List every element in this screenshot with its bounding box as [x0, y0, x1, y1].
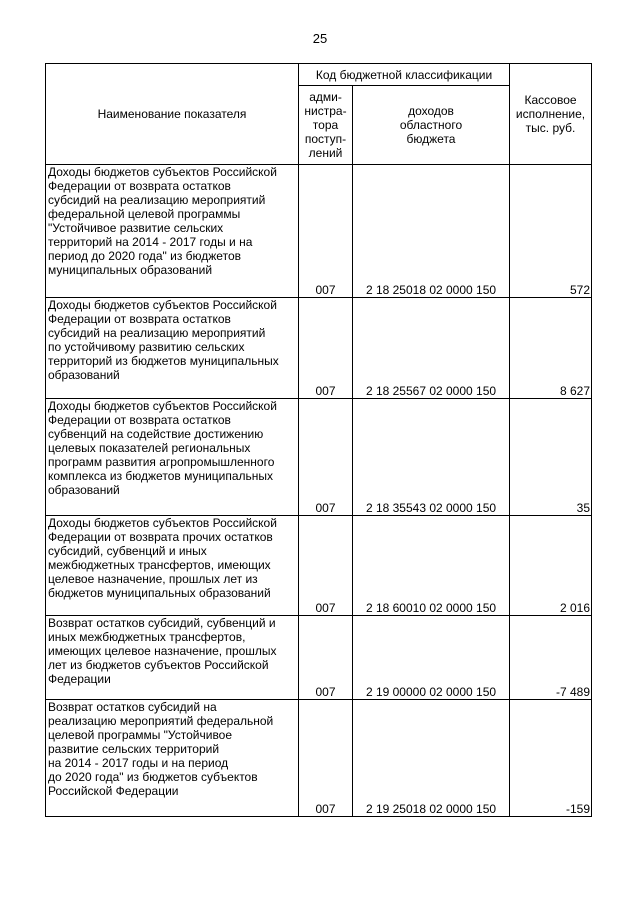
income-code-cell: 2 18 60010 02 0000 150	[353, 516, 510, 616]
indicator-name-line: Федерации от возврата прочих остатков	[48, 530, 273, 544]
indicator-name-cell	[46, 298, 299, 399]
income-code-cell: 2 18 35543 02 0000 150	[353, 399, 510, 516]
header-classification-code: Код бюджетной классификации	[299, 64, 510, 86]
table-row	[46, 700, 592, 817]
administrator-code-cell: 007	[299, 298, 353, 399]
cash-value-cell: -7 489	[510, 616, 592, 700]
indicator-name-line: Российской Федерации	[48, 784, 179, 798]
table-row	[46, 616, 592, 700]
header-income-line: областного	[399, 118, 463, 132]
indicator-name-line: Федерации от возврата остатков	[48, 413, 231, 427]
header-regional-income	[353, 86, 510, 165]
header-cash-execution	[510, 64, 592, 165]
header-administrator	[299, 86, 353, 165]
indicator-name-line: бюджетов муниципальных образований	[48, 586, 271, 600]
indicator-name-cell	[46, 399, 299, 516]
cash-value-cell: 35	[510, 399, 592, 516]
indicator-name-line: развитие сельских территорий	[48, 742, 220, 756]
indicator-name-line: целевых показателей региональных	[48, 441, 251, 455]
table-row	[46, 165, 592, 298]
indicator-name-line: территорий из бюджетов муниципальных	[48, 354, 279, 368]
administrator-code-cell: 007	[299, 165, 353, 298]
income-code-cell: 2 18 25018 02 0000 150	[353, 165, 510, 298]
table-body	[46, 165, 592, 817]
indicator-name-line: Федерации от возврата остатков	[48, 312, 231, 326]
header-indicator-name: Наименование показателя	[46, 64, 299, 165]
indicator-name-cell	[46, 616, 299, 700]
budget-table	[45, 63, 592, 817]
indicator-name-line: Возврат остатков субсидий, субвенций и	[48, 616, 276, 630]
cash-value-cell: 2 016	[510, 516, 592, 616]
indicator-name-line: имеющих целевое назначение, прошлых	[48, 644, 277, 658]
administrator-code-cell: 007	[299, 399, 353, 516]
indicator-name-line: Доходы бюджетов субъектов Российской	[48, 165, 277, 179]
header-admin-line: нистра-	[304, 104, 347, 118]
indicator-name-line: иных межбюджетных трансфертов,	[48, 630, 246, 644]
header-income-line: доходов	[408, 104, 454, 118]
header-admin-line: тора	[312, 118, 339, 132]
header-income-line: бюджета	[406, 132, 456, 146]
indicator-name-line: субвенций на содействие достижению	[48, 427, 264, 441]
indicator-name-line: лет из бюджетов субъектов Российской	[48, 658, 269, 672]
indicator-name-line: Федерации от возврата остатков	[48, 179, 231, 193]
header-admin-line: поступ-	[304, 132, 347, 146]
indicator-name-line: субсидий на реализацию мероприятий	[48, 326, 266, 340]
indicator-name-line: "Устойчивое развитие сельских	[48, 221, 224, 235]
indicator-name-line: Федерации	[48, 672, 111, 686]
administrator-code-cell: 007	[299, 516, 353, 616]
indicator-name-line: федеральной целевой программы	[48, 207, 241, 221]
indicator-name-line: программ развития агропромышленного	[48, 455, 275, 469]
indicator-name-line: Возврат остатков субсидий на	[48, 700, 217, 714]
indicator-name-line: реализацию мероприятий федеральной	[48, 714, 274, 728]
indicator-name-line: образований	[48, 368, 120, 382]
header-cash-line: Кассовое	[524, 93, 577, 107]
header-admin-line: адми-	[309, 90, 342, 104]
income-code-cell: 2 18 25567 02 0000 150	[353, 298, 510, 399]
indicator-name-line: на 2014 - 2017 годы и на период	[48, 756, 229, 770]
table-header	[46, 64, 592, 165]
administrator-code-cell: 007	[299, 616, 353, 700]
cash-value-cell: 8 627	[510, 298, 592, 399]
indicator-name-line: субсидий, субвенций и иных	[48, 544, 207, 558]
table-row	[46, 298, 592, 399]
page-number: 25	[312, 31, 328, 46]
indicator-name-line: Доходы бюджетов субъектов Российской	[48, 399, 277, 413]
indicator-name-line: территорий на 2014 - 2017 годы и на	[48, 235, 253, 249]
header-cash-line: исполнение,	[515, 107, 586, 121]
indicator-name-line: Доходы бюджетов субъектов Российской	[48, 516, 277, 530]
cash-value-cell: -159	[510, 700, 592, 817]
indicator-name-cell	[46, 165, 299, 298]
indicator-name-line: Доходы бюджетов субъектов Российской	[48, 298, 277, 312]
header-cash-line: тыс. руб.	[525, 121, 576, 135]
indicator-name-line: субсидий на реализацию мероприятий	[48, 193, 266, 207]
indicator-name-line: целевое назначение, прошлых лет из	[48, 572, 258, 586]
indicator-name-line: до 2020 года" из бюджетов субъектов	[48, 770, 258, 784]
table-row	[46, 399, 592, 516]
administrator-code-cell: 007	[299, 700, 353, 817]
header-admin-line: лений	[308, 146, 343, 160]
indicator-name-line: целевой программы "Устойчивое	[48, 728, 233, 742]
indicator-name-line: период до 2020 года" из бюджетов	[48, 249, 241, 263]
indicator-name-line: по устойчивому развитию сельских	[48, 340, 245, 354]
income-code-cell: 2 19 25018 02 0000 150	[353, 700, 510, 817]
indicator-name-line: образований	[48, 483, 120, 497]
indicator-name-line: муниципальных образований	[48, 263, 213, 277]
cash-value-cell: 572	[510, 165, 592, 298]
indicator-name-line: межбюджетных трансфертов, имеющих	[48, 558, 271, 572]
table-row	[46, 516, 592, 616]
indicator-name-line: комплекса из бюджетов муниципальных	[48, 469, 274, 483]
indicator-name-cell	[46, 516, 299, 616]
income-code-cell: 2 19 00000 02 0000 150	[353, 616, 510, 700]
indicator-name-cell	[46, 700, 299, 817]
